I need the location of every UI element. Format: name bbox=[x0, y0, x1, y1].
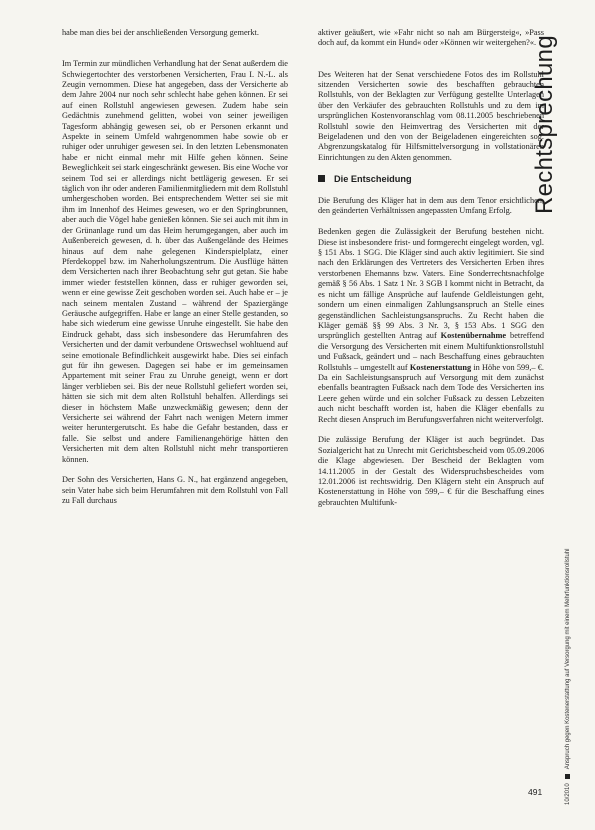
paragraph: Des Weiteren hat der Senat verschiedene Fotos des im Rollstuhl sitzenden Versicherten sowie des beschafften gebrauchten Rollstuhls, von der Beklagten zur Verfügung gestellte Unterlagen über den Verkäufer des gebrauchten Rollstuhls und zu dem im ursprünglichen Kostenvoranschlag vom 08.11.2005 beschriebenen Rollstuhl sowie den Heimvertrag des Versicherten mit der Beigeladenen und den von der Beigeladenen eingereichten sog. Abgrenzungskatalog für Hilfsmittelversorgung in vollstationären Einrichtungen zu den Akten genommen. bbox=[318, 69, 544, 162]
paragraph: Die Berufung des Kläger hat in dem aus dem Tenor ersichtlichen, den geänderten Verhältnissen angepassten Umfang Erfolg. bbox=[318, 196, 544, 216]
paragraph: Im Termin zur mündlichen Verhandlung hat der Senat außerdem die Schwiegertochter des verstorbenen Versicherten, Frau I. N.-L. als Zeugin vernommen. Diese hat angegeben, dass der Versicherte ab dem Jahre 2004 nur noch sehr schlecht habe gehen können. Er sei auf einen Rollstuhl angewiesen gewesen. Zudem habe sein Gedächtnis zunehmend gelitten, wobei von seiner jeweiligen Tagesform abhängig gewesen sei, ob er Personen erkannt und Aspekte in seinem Umfeld wahrgenommen habe sowie ob er ruhiger oder unruhiger gewesen sei. In den letzten Lebensmonaten habe er nicht einmal mehr mit Hilfe gehen können. Seine Beweglichkeit sei stark eingeschränkt gewesen. Bis eine Woche vor seinem Tod sei er allerdings nicht bettlägerig gewesen. Er sei täglich von ihr oder anderen Familienmitgliedern mit dem Rollstuhl umhergeschoben worden. Bei entsprechendem Wetter sei sie mit ihm im Innenhof des Heimes gewesen, wo er den Springbrunnen, aber auch die Vögel habe genießen können. Sie sei auch mit ihm in der Grünanlage rund um das Heim herumgegangen, aber auch im Außenbereich gewesen, d. h. über das Außengelände des Heimes hinaus auf dem nahe gelegenen Kinderspielplatz, einer Pferdekoppel bzw. im Naherholungszentrum. Die Ausflüge hätten dem Versicherten nach ihrer Beobachtung sehr gut getan. Sie habe immer wieder feststellen können, dass er ruhiger geworden sei, wenn er eine gewisse Zeit geschoben worden sei. Auch habe er – je nach seinem mentalen Zustand – während der Spaziergänge Geräusche aufgegriffen. Habe er lange an einer Stelle gestanden, so habe sich wiederum eine gewisse Unruhe eingestellt. Sie habe den Eindruck gehabt, dass sich insbesondere das Herumfahren des Versicherten und der damit verbundene Ortswechsel wohltuend auf seine emotionale Befindlichkeit ausgewirkt habe. Dies sei einfach gut für ihn gewesen. Dagegen sei habe er im gemeinsamen Appartement mit seiner Frau zu Unruhe geneigt, wenn er dort länger verblieben sei. Bis der neue Rollstuhl geliefert worden sei, hätten sie sich mit dem alten Rollstuhl behalfen. Allerdings sei dieser in höchstem Maße unzweckmäßig gewesen; denn der Versicherte sei während der Fahrt nach wenigen Metern immer weiter heruntergerutscht. Es habe die Gefahr bestanden, dass er falle. Sie selbst und andere Familienangehörige hätten den Versicherten mit dem alten Rollstuhl nicht mehr transportieren können. bbox=[62, 59, 288, 464]
side-note-issue: 10/2010 bbox=[565, 783, 572, 805]
paragraph: Der Sohn des Versicherten, Hans G. N., hat ergänzend angegeben, sein Vater habe sich beim Herumfahren mit dem Rollstuhl von Fall zu Fall durchaus bbox=[62, 475, 288, 506]
text-run: betreffend die Versorgung des Versicherten mit einem Multifunktionsrollstuhl und Fußsack, geändert und – nach Beschaffung eines gebrauchten Rollstuhls – umgestellt auf bbox=[318, 331, 544, 372]
spacer bbox=[62, 49, 288, 59]
paragraph: aktiver geäußert, wie »Fahr nicht so nah am Bürgersteig«, »Pass doch auf, da kommt ein Hund« oder »Können wir weitergehen?«. bbox=[318, 28, 544, 48]
left-column bbox=[62, 28, 288, 517]
side-note bbox=[565, 475, 575, 805]
right-column bbox=[318, 28, 544, 519]
spacer bbox=[318, 59, 544, 69]
paragraph: Die zulässige Berufung der Kläger ist auch begründet. Das Sozialgericht hat zu Unrecht mit Gerichtsbescheid vom 05.09.2006 die Klage abgewiesen. Der Bescheid der Beklagten vom 14.11.2005 in der Gestalt des Widerspruchsbescheides vom 12.01.2006 ist rechtswidrig. Den Klägern steht ein Anspruch auf Kostenerstattung in Höhe von 599,– € für die Beschaffung eines gebrauchten Multifunk- bbox=[318, 435, 544, 507]
section-label: Rechtsprechung bbox=[531, 35, 558, 214]
page-number: 491 bbox=[528, 787, 543, 797]
bold-term: Kostenerstattung bbox=[409, 362, 472, 372]
section-heading-text: Die Entscheidung bbox=[334, 173, 412, 184]
text-run: in Höhe von 599,– €. Da ein Sachleistungsanspruch auf Versorgung mit dem zunächst ebenfalls beantragten Fußsack nach dem Tode des Versicherten ins Leere gehen würde und ein solcher Fußsack zu dessen Lebzeiten auch nicht beschafft worden ist, haben die Kläger ebenfalls zu Recht diesen Anspruch im Berufungsverfahren nicht weiterverfolgt. bbox=[318, 362, 544, 424]
bold-term: Kostenübernahme bbox=[440, 331, 507, 341]
section-heading bbox=[318, 174, 544, 184]
paragraph: habe man dies bei der anschließenden Versorgung gemerkt. bbox=[62, 28, 259, 37]
paragraph bbox=[318, 227, 544, 425]
square-bullet-icon bbox=[565, 774, 570, 779]
square-bullet-icon bbox=[318, 175, 325, 182]
side-note-text: Anspruch gegen Kostenerstattung auf Versorgung mit einem Mehrfunktionsrollstuhl bbox=[565, 548, 572, 770]
text-run: Bedenken gegen die Zulässigkeit der Berufung bestehen nicht. Diese ist insbesondere frist- und formgerecht eingelegt worden, vgl. § 151 Abs. 1 SGG. Die Kläger sind auch aktiv legitimiert. Sie sind nach den Erklärungen des Vertreters des Versicherten Erben ihres verstorbenen Ehemanns bzw. Vaters. Eine Sonderrechtsnachfolge gemäß § 56 Abs. 1 Satz 1 Nr. 3 SGB I kommt nicht in Betracht, da es nicht um fällige Ansprüche auf laufende Geldleistungen geht, sondern um einen einmaligen Zahlungsanspruch an Stelle eines gegenständlichen Sachleistungsanspruchs. Zu Recht haben die Kläger gemäß §§ 99 Abs. 3 Nr. 3, § 153 Abs. 1 SGG den ursprünglich gestellten Antrag auf bbox=[318, 227, 544, 341]
